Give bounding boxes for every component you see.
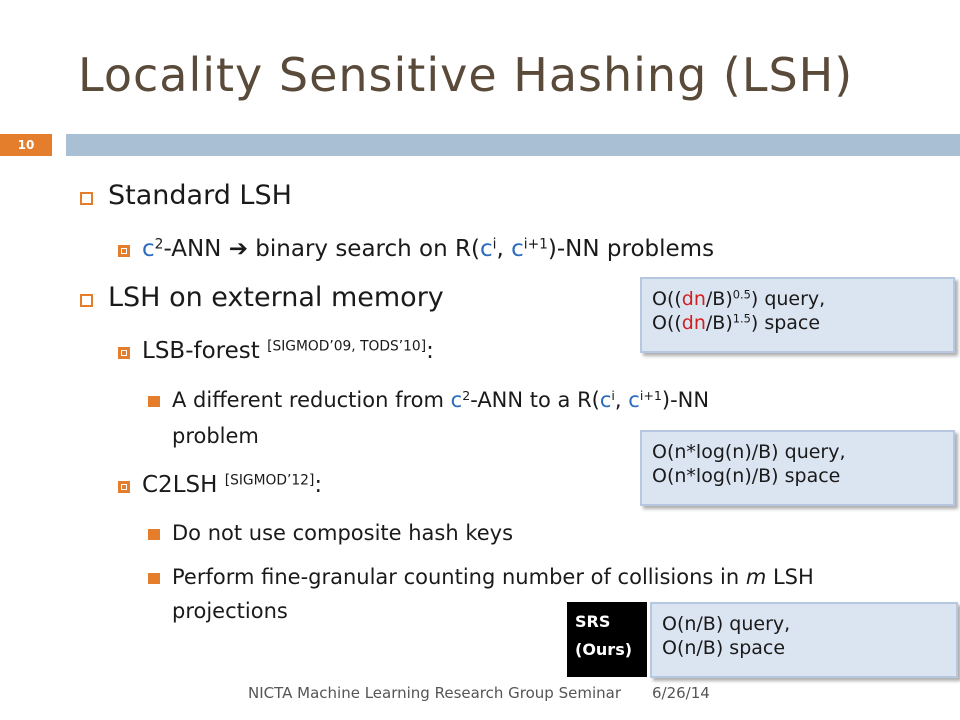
superscript: i bbox=[492, 236, 497, 253]
superscript: 2 bbox=[462, 388, 471, 404]
bullet-standard-lsh: Standard LSH bbox=[108, 180, 292, 211]
bullet-c2lsh bbox=[142, 472, 322, 498]
bullet-fine-granular-counting-line2: projections bbox=[172, 599, 288, 623]
c-variable: c bbox=[479, 236, 493, 262]
square-bullet-icon bbox=[118, 245, 130, 257]
superscript: 2 bbox=[154, 236, 164, 253]
dn-term: dn bbox=[681, 312, 706, 334]
bullet-lsb-forest bbox=[142, 338, 434, 364]
title-divider-bar bbox=[66, 134, 960, 156]
text-fragment: Perform fine-granular counting number of collisions in bbox=[172, 565, 746, 589]
c-variable: c bbox=[450, 388, 463, 412]
hollow-square-bullet-icon bbox=[80, 294, 93, 307]
square-bullet-icon bbox=[118, 481, 130, 493]
text-fragment: )-NN problems bbox=[547, 236, 715, 262]
text-fragment: -ANN to a R( bbox=[470, 388, 600, 412]
footer-seminar: NICTA Machine Learning Research Group Seminar bbox=[248, 684, 621, 702]
srs-complexity-box bbox=[650, 602, 958, 678]
c-variable: c bbox=[511, 236, 524, 262]
footer-date: 6/26/14 bbox=[652, 684, 710, 702]
lsb-forest-reference: [SIGMOD’09, TODS’10] bbox=[267, 338, 427, 355]
hollow-square-bullet-icon bbox=[80, 192, 93, 205]
text-fragment: ) query, bbox=[750, 288, 826, 310]
text-fragment: /B) bbox=[705, 288, 733, 310]
bullet-c2ann-reduction bbox=[142, 236, 714, 262]
text-fragment: binary search on R( bbox=[247, 236, 480, 262]
bullet-different-reduction bbox=[172, 388, 709, 412]
exponent: 0.5 bbox=[732, 287, 751, 302]
lsb-forest-complexity-box bbox=[640, 277, 955, 353]
c-variable: c bbox=[628, 388, 640, 412]
filled-square-bullet-icon bbox=[148, 573, 160, 584]
bullet-no-composite-keys: Do not use composite hash keys bbox=[172, 521, 514, 545]
c2lsh-query-complexity: O(n*log(n)/B) query, bbox=[652, 441, 846, 463]
srs-query-complexity: O(n/B) query, bbox=[662, 613, 791, 635]
srs-label-line2: (Ours) bbox=[575, 640, 633, 659]
c2lsh-complexity-box bbox=[640, 430, 955, 506]
text-fragment: ) space bbox=[750, 312, 821, 334]
page-number: 10 bbox=[0, 134, 52, 156]
c2lsh-space-complexity: O(n*log(n)/B) space bbox=[652, 465, 841, 487]
text-fragment: LSH bbox=[766, 565, 814, 589]
text-fragment: , bbox=[614, 388, 629, 412]
text-fragment: O(( bbox=[652, 312, 682, 334]
text-fragment: /B) bbox=[705, 312, 733, 334]
c-variable: c bbox=[142, 236, 155, 262]
text-fragment: -ANN bbox=[163, 236, 229, 262]
c2lsh-label: C2LSH bbox=[142, 472, 225, 498]
square-bullet-icon bbox=[118, 347, 130, 359]
c-variable: c bbox=[599, 388, 612, 412]
srs-label-line1: SRS bbox=[575, 612, 611, 631]
colon: : bbox=[426, 338, 434, 364]
lsb-space-complexity bbox=[652, 311, 953, 335]
srs-space-complexity: O(n/B) space bbox=[662, 637, 786, 659]
slide-title: Locality Sensitive Hashing (LSH) bbox=[78, 48, 854, 102]
srs-label bbox=[567, 602, 647, 677]
text-fragment: O(( bbox=[652, 288, 682, 310]
dn-term: dn bbox=[681, 288, 706, 310]
superscript: i+1 bbox=[639, 388, 662, 404]
text-fragment: )-NN bbox=[661, 388, 710, 412]
superscript: i+1 bbox=[523, 236, 548, 253]
lsb-forest-label: LSB-forest bbox=[142, 338, 268, 364]
filled-square-bullet-icon bbox=[148, 529, 160, 540]
bullet-different-reduction-line2: problem bbox=[172, 424, 259, 448]
text-fragment: A different reduction from bbox=[172, 388, 451, 412]
lsb-query-complexity bbox=[652, 287, 953, 311]
bullet-fine-granular-counting bbox=[172, 565, 814, 589]
superscript: i bbox=[611, 388, 615, 404]
c2lsh-reference: [SIGMOD’12] bbox=[224, 472, 315, 489]
bullet-lsh-external-memory: LSH on external memory bbox=[108, 282, 444, 313]
filled-square-bullet-icon bbox=[148, 396, 160, 407]
colon: : bbox=[314, 472, 323, 498]
exponent: 1.5 bbox=[732, 311, 751, 326]
right-arrow-icon: ➔ bbox=[228, 236, 248, 262]
text-fragment: , bbox=[496, 236, 512, 262]
m-variable: m bbox=[745, 565, 767, 589]
